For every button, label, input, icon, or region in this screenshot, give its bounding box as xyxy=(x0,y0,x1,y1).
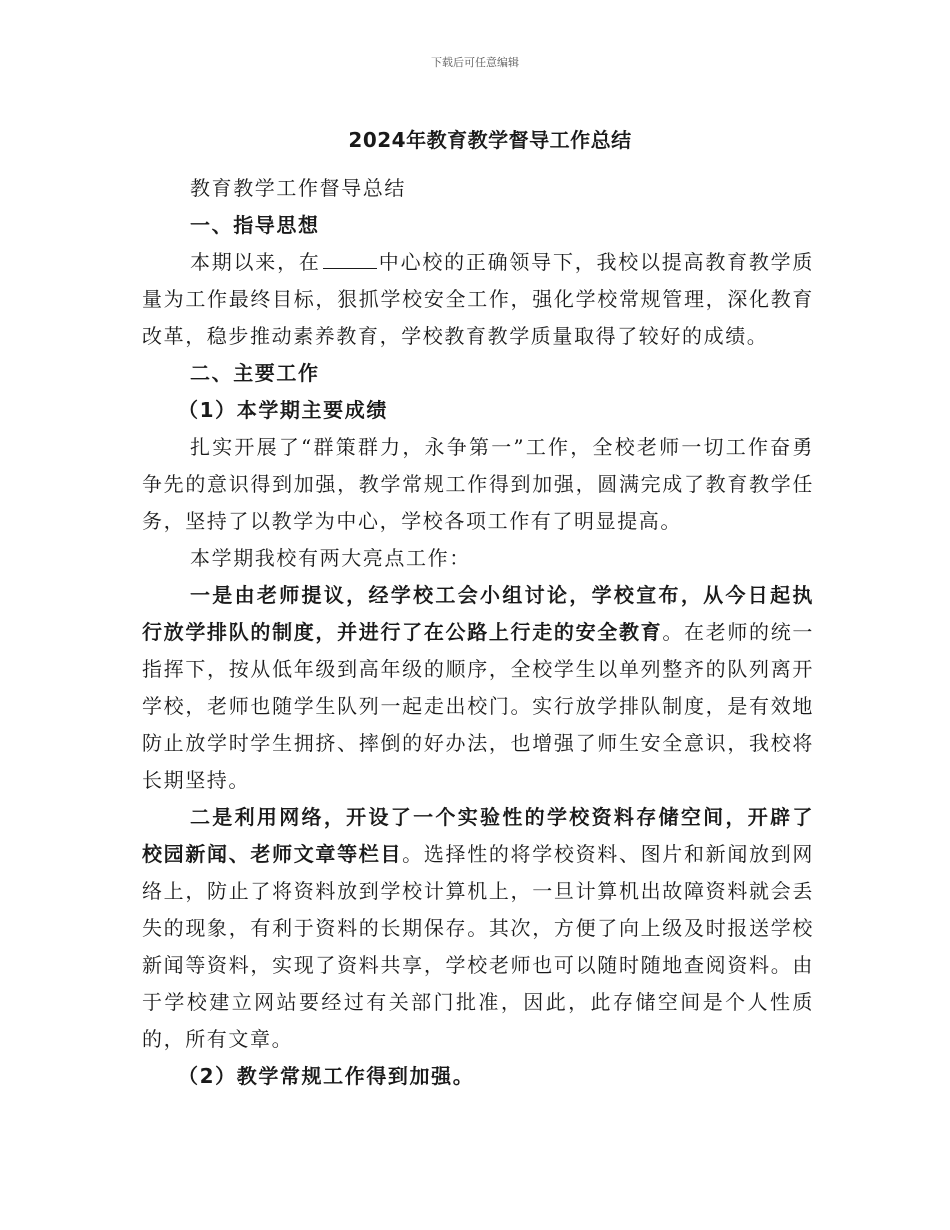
paragraph-text: 本期以来，在 xyxy=(190,250,321,274)
paragraph-highlights-intro: 本学期我校有两大亮点工作： xyxy=(190,546,471,570)
highlight-two-bold: 二是利用网络，开设了一个实验性的学校资料存储空间，开辟了校园新闻、老师文章等栏目 xyxy=(142,805,814,866)
subsection-heading-teaching-routine: （2）教学常规工作得到加强。 xyxy=(178,1064,475,1088)
paragraph-achievements: 扎实开展了“群策群力，永争第一”工作，全校老师一切工作奋勇争先的意识得到加强，教学常规工作得到加强，圆满完成了教育教学任务，坚持了以教学为中心，学校各项工作有了明显提高。 xyxy=(142,435,814,533)
paragraph-highlight-one xyxy=(142,577,814,799)
highlight-one-text: 。在老师的统一指挥下，按从低年级到高年级的顺序，全校学生以单列整齐的队列离开学校，老师也随学生队列一起走出校门。实行放学排队制度，是有效地防止放学时学生拥挤、摔倒的好办法，也增强了师生安全意识，我校将长期坚持。 xyxy=(142,620,814,792)
section-heading-main-work: 二、主要工作 xyxy=(190,361,320,385)
section-heading-guiding-thought: 一、指导思想 xyxy=(190,213,320,237)
paragraph-guiding-thought xyxy=(142,244,814,355)
paragraph-highlight-two xyxy=(142,799,814,1058)
highlight-two-text: 。选择性的将学校资料、图片和新闻放到网络上，防止了将资料放到学校计算机上，一旦计算机出故障资料就会丢失的现象，有利于资料的长期保存。其次，方便了向上级及时报送学校新闻等资料，实现了资料共享，学校老师也可以随时随地查阅资料。由于学校建立网站要经过有关部门批准，因此，此存储空间是个人性质的，所有文章。 xyxy=(142,842,814,1051)
document-title: 2024年教育教学督导工作总结 xyxy=(348,128,632,152)
document-body xyxy=(142,170,814,1095)
blank-underline xyxy=(323,250,377,269)
header-note: 下载后可任意编辑 xyxy=(431,56,519,69)
subsection-heading-achievements: （1）本学期主要成绩 xyxy=(178,398,388,422)
document-subtitle: 教育教学工作督导总结 xyxy=(190,176,406,200)
highlight-one-bold: 一是由老师提议，经学校工会小组讨论，学校宣布，从今日起执行放学排队的制度，并进行了在公路上行走的安全教育 xyxy=(142,583,814,644)
paragraph-text: 中心校的正确领导下，我校以提高教育教学质量为工作最终目标，狠抓学校安全工作，强化学校常规管理，深化教育改革，稳步推动素养教育，学校教育教学质量取得了较好的成绩。 xyxy=(142,250,815,348)
